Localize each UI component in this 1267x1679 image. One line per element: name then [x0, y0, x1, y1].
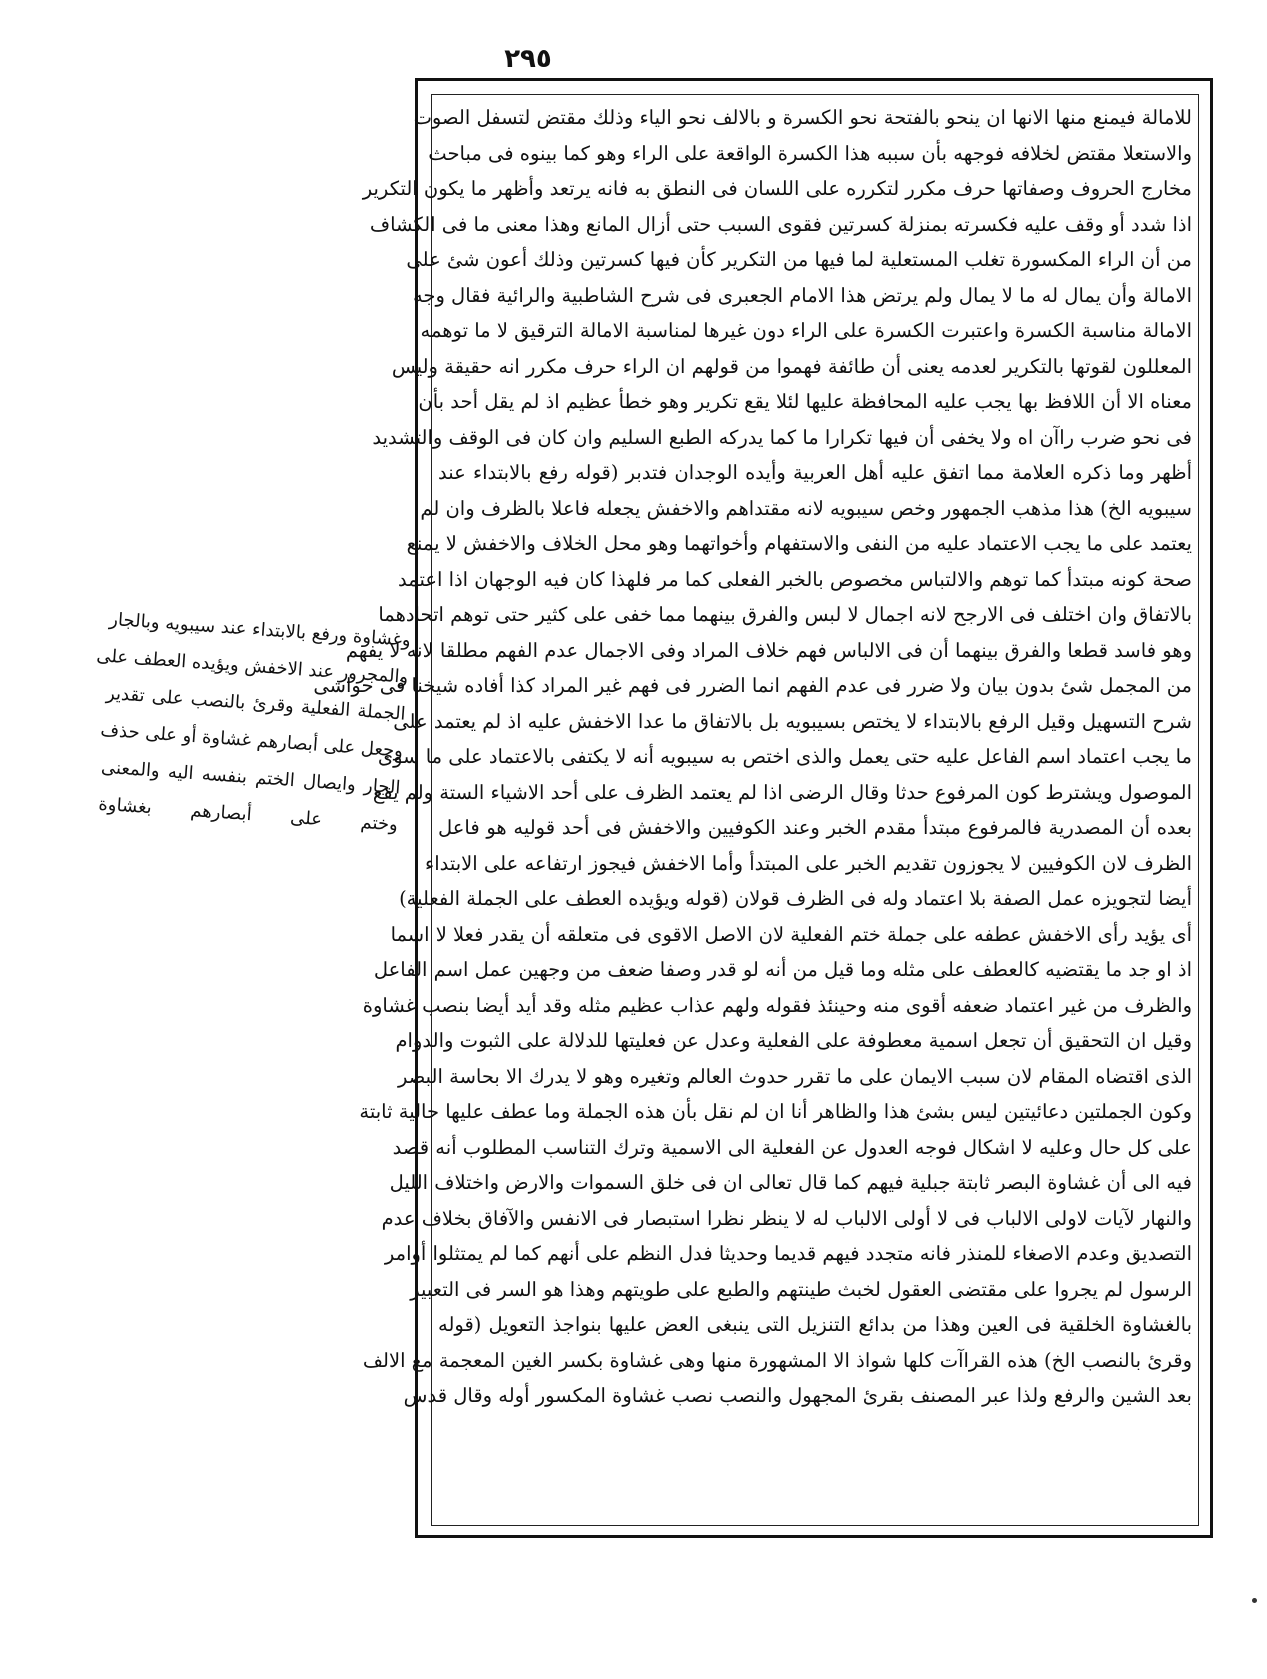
commentary-line: أظهر وما ذكره العلامة مما اتفق عليه أهل العربية وأيده الوجدان فتدبر (قوله رفع بالابتداء عند: [438, 461, 1192, 484]
margin-note-line: وجعل على أبصارهم غشاوة أو على حذف: [99, 719, 404, 762]
margin-note-base-text: [90, 601, 412, 941]
commentary-line: ما يجب اعتماد اسم الفاعل عليه حتى يعمل والذى اختص به سيبويه أنه لا يكتفى بالاعتماد على ما سوى: [377, 745, 1192, 768]
commentary-line: معناه الا أن اللافظ بها يجب عليه المحافظة عليها لئلا يقع تكرير وهو خطأ عظيم اذ لم يقل أحد بأن: [418, 390, 1192, 413]
commentary-line: على كل حال وعليه لا اشكال فوجه العدول عن الفعلية الى الاسمية وترك التناسب المطلوب أنه قصد: [392, 1135, 1192, 1159]
commentary-line: الذى اقتضاه المقام لان سبب الايمان على ما تقرر حدوث العالم وتغيره وهو لا يدرك الا بحاسة البصر: [398, 1064, 1192, 1088]
commentary-line: شرح التسهيل وقيل الرفع بالابتداء لا يختص بسيبويه بل بالاتفاق ما عدا الاخفش عليه اذ لم يعتمد على: [393, 709, 1192, 733]
commentary-line: وقرئ بالنصب الخ) هذه القراآت كلها شواذ الا المشهورة منها وهى غشاوة بكسر الغين المعجمة مع الالف: [362, 1348, 1192, 1372]
margin-note-line: والمجرور عند الاخفش ويؤيده العطف على: [95, 645, 409, 688]
commentary-line: التصديق وعدم الاصغاء للمنذر فانه متجدد فيهم قديما وحديثا فدل النظم على أنهم كما لم يمتثلوا أوامر: [384, 1242, 1192, 1265]
commentary-line: بالاتفاق وان اختلف فى الارجح لانه اجمال لا لبس والفرق بينهما مما خفى على كثير حتى توهم اتحادهما: [378, 603, 1192, 626]
commentary-line: والاستعلا مقتض لخلافه فوجهه بأن سببه هذا الكسرة الواقعة على الراء وهو كما بينوه فى مباحث: [428, 141, 1192, 165]
commentary-line: الامالة مناسبة الكسرة واعتبرت الكسرة على الراء دون غيرها لمناسبة الامالة الترقيق لا ما توهمه: [420, 319, 1192, 342]
commentary-line: أيضا لتجويزه عمل الصفة بلا اعتماد وله فى الظرف قولان (قوله ويؤيده العطف على الجملة الفعلية): [399, 887, 1192, 910]
margin-note-line: الجار وايصال الختم بنفسه اليه والمعنى: [100, 756, 402, 799]
commentary-line: مخارج الحروف وصفاتها حرف مكرر لتكرره على اللسان فى النطق به فانه يرتعد وأظهر ما يكون التكرير: [362, 177, 1192, 200]
commentary-line: اذ او جد ما يقتضيه كالعطف على مثله وما قيل من أنه لو قدر وصفا ضعف من وجهين عمل اسم الفاعل: [373, 958, 1192, 981]
commentary-line: للامالة فيمنع منها الانها ان ينحو بالفتحة نحو الكسرة و بالالف نحو الياء وذلك مقتض لتسفل الصوت: [413, 106, 1192, 129]
commentary-line: الرسول لم يجروا على مقتضى العقول لخبث طينتهم والطبع على طويتهم وهذا هو السر فى التعبير: [410, 1277, 1192, 1301]
commentary-line: والنهار لآيات لاولى الالباب فى لا أولى الالباب له لا ينظر نظرا استبصار فى الانفس والآفاق بخلاف عدم: [381, 1206, 1192, 1230]
margin-note-line: وختم على أبصارهم بغشاوة: [97, 793, 399, 836]
margin-note-line: الجملة الفعلية وقرئ بالنصب على تقدير: [105, 682, 407, 725]
commentary-line: فى نحو ضرب راآن اه ولا يخفى أن فيها تكرارا ما كما يدركه الطبع السليم وان كان فى الوقف والتشديد: [372, 425, 1192, 449]
commentary-text-block: [313, 100, 1192, 1520]
commentary-line: المعللون لقوتها بالتكرير لعدمه يعنى أن طائفة فهموا من قولهم ان الراء حرف مكرر انه حقيقة وليس: [391, 354, 1192, 378]
commentary-line: بعده أن المصدرية فالمرفوع مبتدأ مقدم الخبر وعند الكوفيين والاخفش فى أحد قوليه هو فاعل: [438, 816, 1192, 839]
commentary-line: صحة كونه مبتدأ كما توهم والالتباس مخصوص بالخبر الفعلى كما مر فلهذا كان فيه الوجهان اذا اعتمد: [397, 567, 1192, 591]
commentary-line: الامالة وأن يمال له ما لا يمال ولم يرتض هذا الامام الجعبرى فى شرح الشاطبية والرائية فقال وجه: [412, 283, 1192, 307]
edge-ink-dot: [1252, 1598, 1257, 1603]
commentary-line: بالغشاوة الخلقية فى العين وهذا من بدائع التنزيل التى ينبغى العض عليها بنواجذ التعويل (قوله: [438, 1313, 1192, 1336]
commentary-line: بعد الشين والرفع ولذا عبر المصنف بقرئ المجهول والنصب نصب غشاوة المكسور أوله وقال قدس: [403, 1384, 1192, 1407]
commentary-line: وكون الجملتين دعائيتين ليس بشئ هذا والظاهر أنا ان لم نقل بأن هذه الجملة وما عطف عليها حالية ثابتة: [359, 1100, 1192, 1123]
commentary-line: الظرف لان الكوفيين لا يجوزون تقديم الخبر على المبتدأ وأما الاخفش فيجوز ارتفاعه على الابتداء: [425, 851, 1192, 875]
commentary-line: فيه الى أن غشاوة البصر ثابتة جبلية فيهم كما قال تعالى ان فى خلق السموات والارض واختلاف الليل: [389, 1171, 1192, 1194]
commentary-line: من أن الراء المكسورة تغلب المستعلية لما فيها من التكرير كأن فيها كسرتين وذلك أعون شئ على: [406, 248, 1192, 271]
page-number: ٢٩٥: [504, 44, 552, 74]
commentary-line: وقيل ان التحقيق أن تجعل اسمية معطوفة على الفعلية وعدل عن فعليتها للدلالة على الثبوت والدوام: [395, 1029, 1192, 1052]
commentary-line: من المجمل شئ بدون بيان ولا ضرر فى عدم الفهم انما الضرر فى فهم غير المراد كذا أفاده شيخنا فى حواشى: [313, 674, 1192, 697]
margin-note-line: وغشاوة ورفع بالابتداء عند سيبويه وبالجار: [108, 608, 412, 651]
commentary-line: والظرف من غير اعتماد ضعفه أقوى منه وحينئذ فقوله ولهم عذاب عظيم مثله وقد أيد أيضا بنصب غشاوة: [362, 993, 1192, 1017]
commentary-line: أى يؤيد رأى الاخفش عطفه على جملة ختم الفعلية لان الاصل الاقوى فى متعلقه أن يقدر فعلا لا اسما: [390, 922, 1192, 946]
commentary-line: الموصول ويشترط كون المرفوع حدثا وقال الرضى اذا لم يعتمد الظرف على أحد الاشياء الستة ولم يقع: [372, 780, 1192, 804]
commentary-line: يعتمد على ما يجب الاعتماد عليه من النفى والاستفهام وأخواتهما وهو محل الخلاف والاخفش لا يمنع: [406, 532, 1192, 555]
commentary-line: سيبويه الخ) هذا مذهب الجمهور وخص سيبويه لانه مقتداهم والاخفش يجعله فاعلا بالظرف وان لم: [420, 496, 1192, 520]
commentary-line: وهو فاسد قطعا والفرق بينهما أن فى الالباس فهم خلاف المراد وفى الاجمال عدم الفهم مطلقا لانه لا يفهم: [345, 638, 1192, 662]
commentary-line: اذا شدد أو وقف عليه فكسرته بمنزلة كسرتين فقوى السبب حتى أزال المانع وهذا معنى ما فى الكشاف: [369, 212, 1192, 236]
